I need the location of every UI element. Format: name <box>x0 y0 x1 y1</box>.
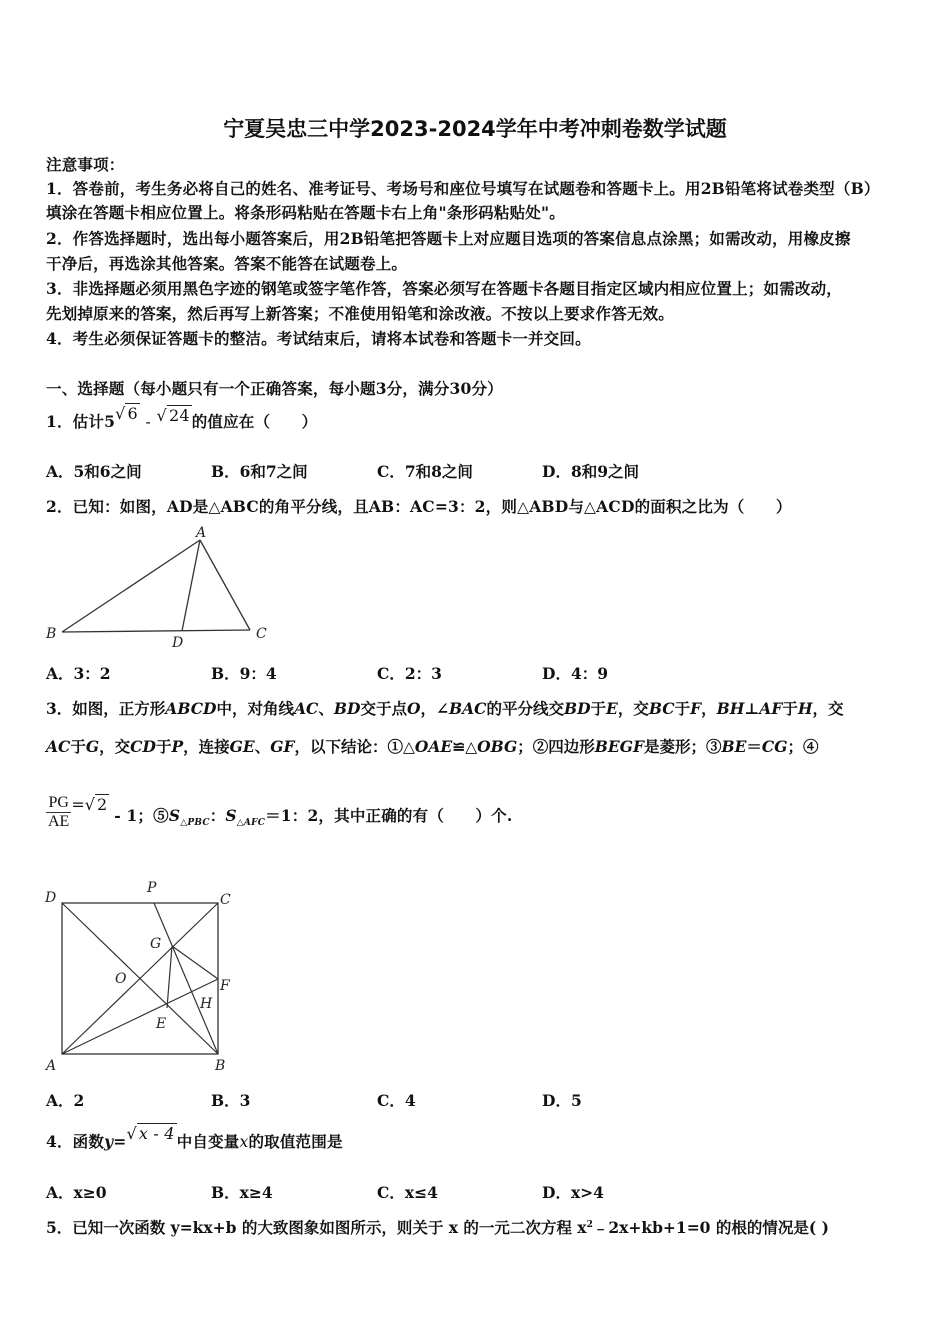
label-a: A <box>196 525 207 541</box>
question-3-line-2: AC于G，交CD于P，连接GE、GF，以下结论：①△OAE≌△OBG；②四边形BEGF是菱形；③BE＝CG；④ <box>46 737 819 756</box>
label-c: C <box>256 626 267 642</box>
question-5: 5．已知一次函数 y=kx+b 的大致图象如图所示，则关于 x 的一元二次方程 $x^2﹣2x+kb+1=0$ 的根的情况是( ) <box>46 1218 829 1237</box>
label-c: C <box>220 892 231 908</box>
notice-line: 3．非选择题必须用黑色字迹的钢笔或签字笔作答，答案必须写在答题卡各题目指定区域内相应位置上；如需改动， <box>46 279 842 298</box>
question-2: 2．已知：如图，AD是△ABC的角平分线，且AB：AC=3：2，则△ABD与△ACD的面积之比为（ ） <box>46 497 792 516</box>
notice-line: 2．作答选择题时，选出每小题答案后，用2B铅笔把答题卡上对应题目选项的答案信息点涂黑；如需改动，用橡皮擦 <box>46 229 851 248</box>
bisector-ad <box>182 540 200 631</box>
line-ge <box>167 946 172 1008</box>
fraction-pg-ae <box>46 794 71 831</box>
option-d[interactable]: D．4：9 <box>542 664 609 683</box>
fraction-denominator: AE <box>48 813 70 830</box>
label-h: H <box>200 996 213 1012</box>
fraction-numerator: PG <box>46 794 71 813</box>
label-a: A <box>46 1058 57 1074</box>
equals-sign: = <box>71 795 85 814</box>
side-bc <box>62 630 250 632</box>
option-b[interactable]: B．6和7之间 <box>211 462 308 481</box>
question-3-line-1: 3．如图，正方形ABCD中，对角线AC、BD交于点O，∠BAC的平分线交BD于E，交BC于F，BH⊥AF于H，交 <box>46 699 844 718</box>
line-af <box>62 979 218 1054</box>
q3-conclusion-5: - 1；$⑤S_{\triangle PBC}$：$S_{\triangle AFC}=1$：2，其中正确的有（ ）个. <box>114 806 513 829</box>
section-heading: 一、选择题（每小题只有一个正确答案，每小题3分，满分30分） <box>46 379 503 398</box>
page-title: 宁夏吴忠三中学2023-2024学年中考冲刺卷数学试题 <box>223 117 727 141</box>
option-c[interactable]: C．4 <box>377 1091 416 1110</box>
question-1 <box>46 404 318 432</box>
option-c[interactable]: C．2：3 <box>377 664 442 683</box>
label-d: D <box>172 635 184 651</box>
label-b: B <box>46 626 57 642</box>
label-b: B <box>215 1058 226 1074</box>
label-e: E <box>156 1016 167 1032</box>
label-d: D <box>45 890 57 906</box>
label-g: G <box>150 936 162 952</box>
option-c[interactable]: C．x≤4 <box>377 1183 438 1202</box>
option-b[interactable]: B．x≥4 <box>211 1183 273 1202</box>
option-a[interactable]: A．x≥0 <box>46 1183 107 1202</box>
option-c[interactable]: C．7和8之间 <box>377 462 473 481</box>
sqrt-24: √ 24 <box>156 406 190 425</box>
question-4: 4．函数y=√ x - 4 中自变量x的取值范围是 <box>46 1124 343 1151</box>
notice-line: 1．答卷前，考生务必将自己的姓名、准考证号、考场号和座位号填写在试题卷和答题卡上。用2B铅笔将试卷类型（B） <box>46 179 880 198</box>
radicand: 24 <box>168 406 190 425</box>
minus-sign: - <box>145 413 151 431</box>
question-3-line-3 <box>46 794 512 831</box>
option-d[interactable]: D．x>4 <box>542 1183 604 1202</box>
notice-heading: 注意事项： <box>46 155 125 174</box>
q1-suffix: 的值应在（ ） <box>191 412 318 431</box>
square-figure <box>40 876 240 1074</box>
radicand: 2 <box>96 795 108 814</box>
notice-line: 先划掉原来的答案，然后再写上新答案；不准使用铅笔和涂改液。不按以上要求作答无效。 <box>46 304 675 323</box>
option-d[interactable]: D．5 <box>542 1091 582 1110</box>
option-a[interactable]: A．5和6之间 <box>46 462 142 481</box>
notice-line: 4．考生必须保证答题卡的整洁。考试结束后，请将本试卷和答题卡一并交回。 <box>46 329 591 348</box>
option-b[interactable]: B．9：4 <box>211 664 277 683</box>
sqrt-6: √ 6 <box>115 404 138 423</box>
q1-prefix: 1．估计5 <box>46 412 116 431</box>
side-ab <box>62 540 200 632</box>
triangle-figure <box>40 522 275 652</box>
side-ac <box>200 540 250 630</box>
option-d[interactable]: D．8和9之间 <box>542 462 640 481</box>
option-a[interactable]: A．3：2 <box>46 664 111 683</box>
notice-line: 干净后，再选涂其他答案。答案不能答在试题卷上。 <box>46 254 408 273</box>
sqrt-x-minus-4: √ x - 4 <box>126 1124 175 1143</box>
sqrt-2: √ 2 <box>84 795 108 814</box>
option-a[interactable]: A．2 <box>46 1091 85 1110</box>
label-o: O <box>115 971 127 987</box>
notice-line: 填涂在答题卡相应位置上。将条形码粘贴在答题卡右上角"条形码粘贴处"。 <box>46 203 565 222</box>
label-f: F <box>220 978 230 994</box>
label-p: P <box>147 880 157 896</box>
radicand: x - 4 <box>138 1124 175 1143</box>
option-b[interactable]: B．3 <box>211 1091 251 1110</box>
radicand: 6 <box>127 404 138 423</box>
